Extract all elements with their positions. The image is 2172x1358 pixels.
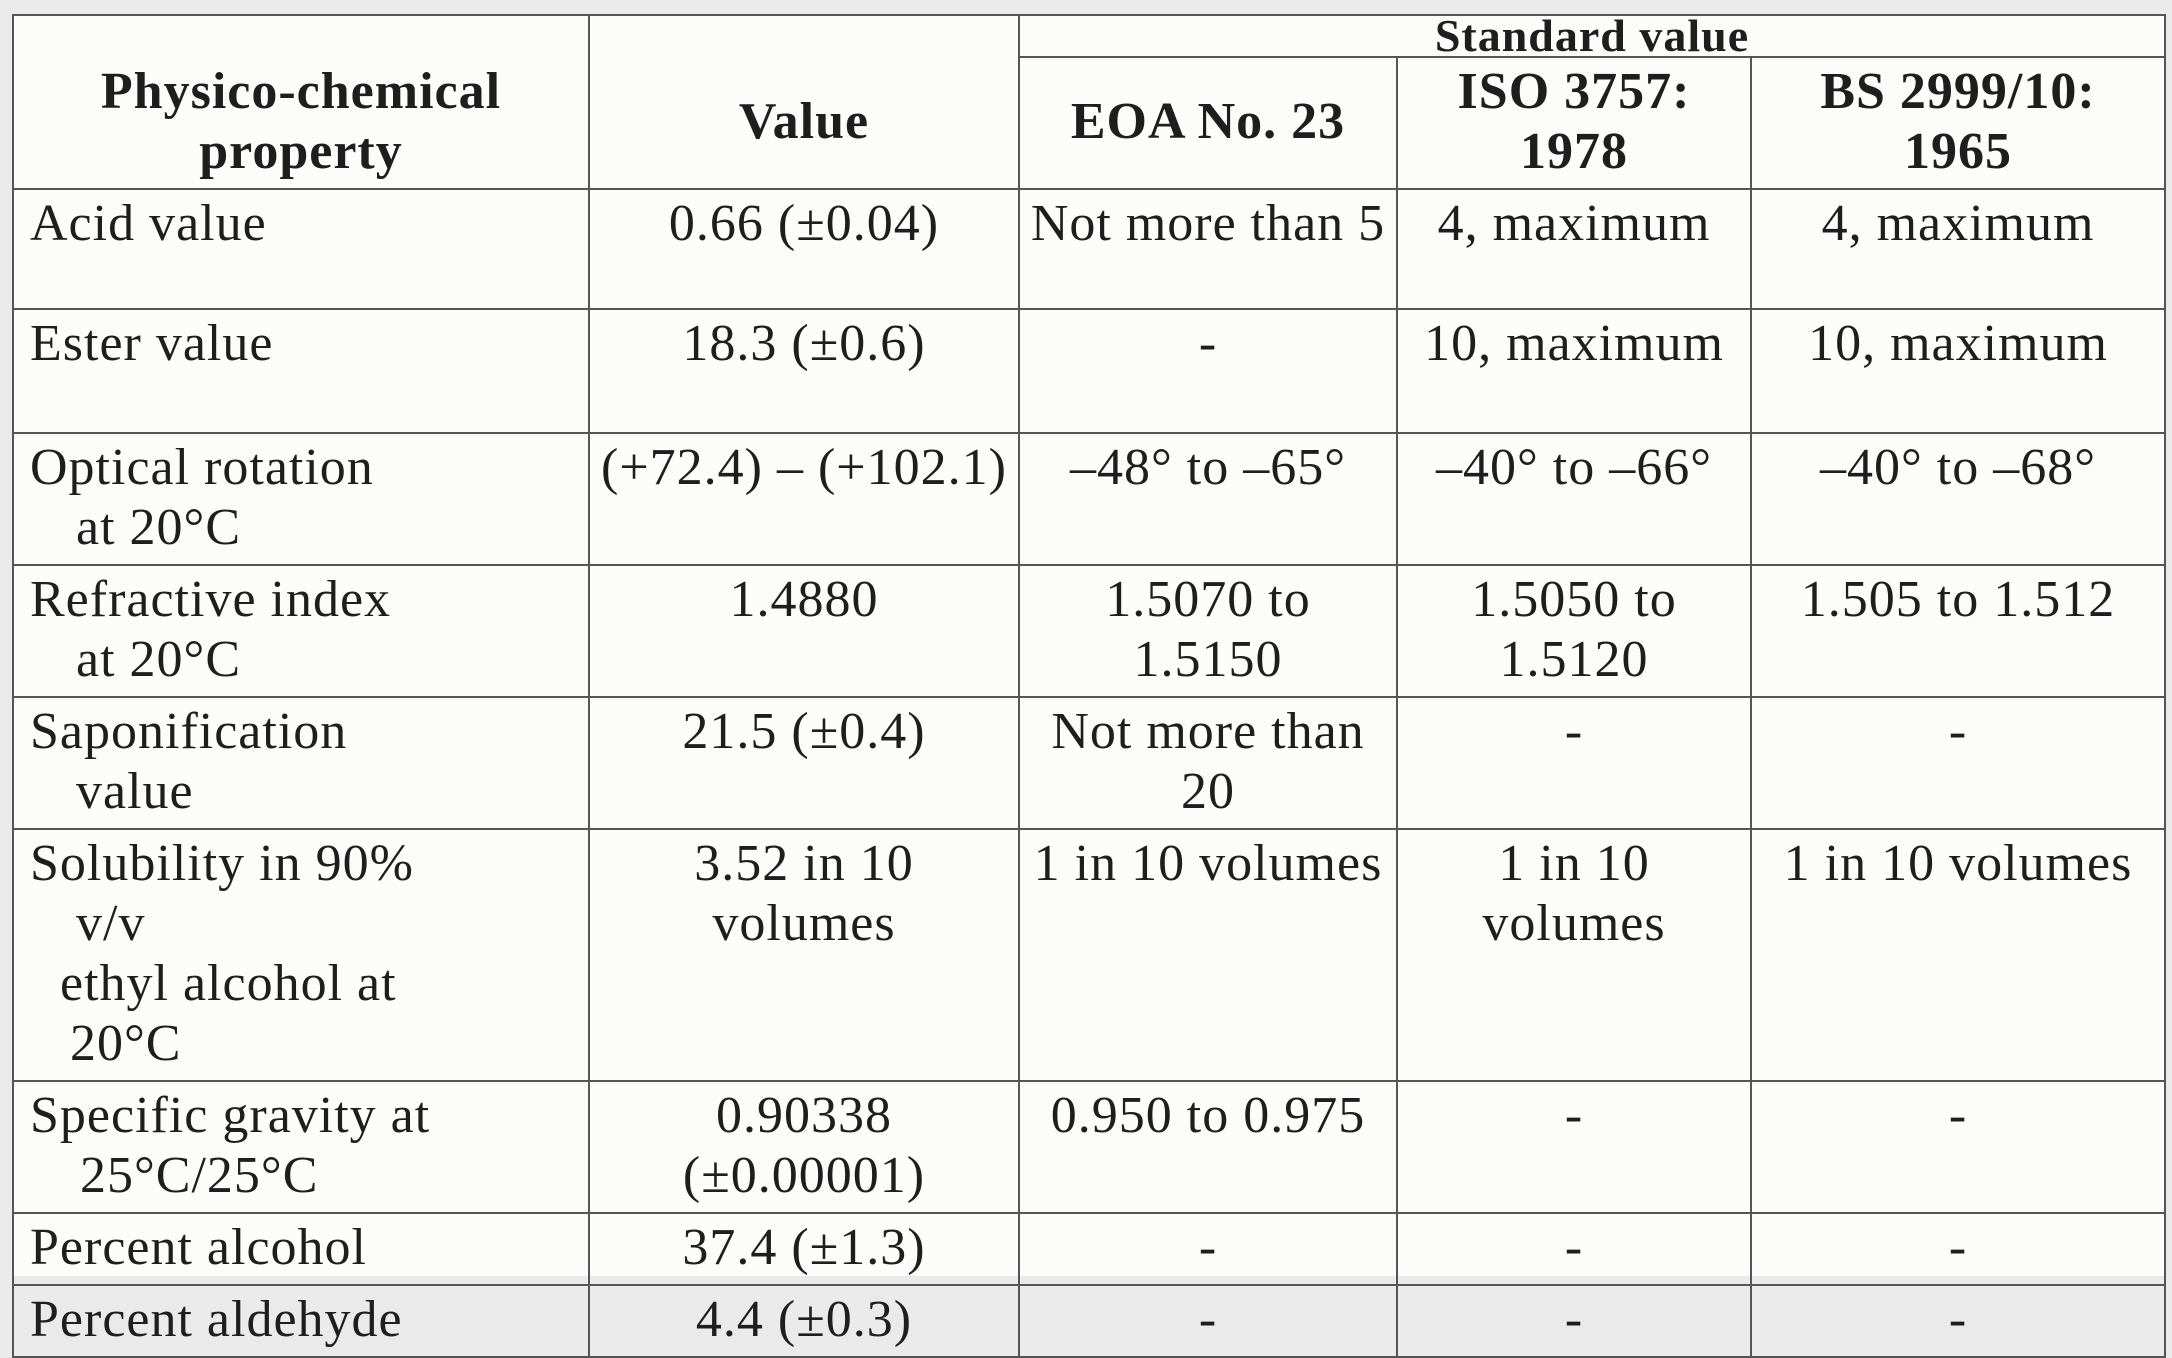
header-standard-value: Standard value: [1019, 15, 2165, 57]
table-row: [13, 697, 2165, 829]
eoa-cell: -: [1019, 1213, 1397, 1285]
header-property: Physico-chemical property: [13, 15, 589, 189]
property-cell: [13, 1081, 589, 1213]
eoa-cell: -: [1019, 1285, 1397, 1357]
value-cell: 1.4880: [589, 565, 1019, 697]
header-bs: BS 2999/10: 1965: [1751, 57, 2165, 189]
property-line: ethyl alcohol at: [60, 955, 397, 1012]
iso-cell: 1.5050 to 1.5120: [1397, 565, 1751, 697]
property-cell: [13, 565, 589, 697]
table-row: [13, 309, 2165, 433]
iso-cell: 4, maximum: [1397, 189, 1751, 309]
property-cell: [13, 309, 589, 433]
bs-cell: –40° to –68°: [1751, 433, 2165, 565]
value-cell: 0.90338 (±0.00001): [589, 1081, 1019, 1213]
eoa-cell: 1.5070 to 1.5150: [1019, 565, 1397, 697]
table-row: [13, 1081, 2165, 1213]
property-line: at 20°C: [76, 631, 242, 688]
property-line: Saponification: [30, 703, 348, 760]
eoa-cell: Not more than 5: [1019, 189, 1397, 309]
eoa-cell: -: [1019, 309, 1397, 433]
property-cell: [13, 433, 589, 565]
iso-cell: -: [1397, 697, 1751, 829]
header-eoa: EOA No. 23: [1019, 57, 1397, 189]
value-cell: (+72.4) – (+102.1): [589, 433, 1019, 565]
scanned-page: [12, 10, 2164, 1348]
iso-cell: -: [1397, 1081, 1751, 1213]
bs-cell: 1 in 10 volumes: [1751, 829, 2165, 1081]
property-line: Optical rotation: [30, 439, 374, 496]
eoa-cell: –48° to –65°: [1019, 433, 1397, 565]
header-value: Value: [589, 15, 1019, 189]
bs-cell: -: [1751, 697, 2165, 829]
property-cell: [13, 697, 589, 829]
property-line: Percent alcohol: [30, 1219, 367, 1276]
bs-cell: 4, maximum: [1751, 189, 2165, 309]
property-cell: [13, 829, 589, 1081]
property-line: Solubility in 90%: [30, 835, 414, 892]
value-cell: 37.4 (±1.3): [589, 1213, 1019, 1285]
table-row: [13, 189, 2165, 309]
property-line: v/v: [76, 895, 146, 952]
table-row: [13, 1213, 2165, 1285]
property-line: 25°C/25°C: [80, 1147, 319, 1204]
iso-cell: -: [1397, 1285, 1751, 1357]
physico-chemical-table: [12, 10, 2166, 1358]
bs-cell: -: [1751, 1213, 2165, 1285]
value-cell: 0.66 (±0.04): [589, 189, 1019, 309]
property-cell: [13, 1213, 589, 1285]
bs-cell: 10, maximum: [1751, 309, 2165, 433]
property-line: at 20°C: [76, 499, 242, 556]
property-line: Refractive index: [30, 571, 392, 628]
table-row: [13, 433, 2165, 565]
eoa-cell: 0.950 to 0.975: [1019, 1081, 1397, 1213]
iso-cell: -: [1397, 1213, 1751, 1285]
bs-cell: 1.505 to 1.512: [1751, 565, 2165, 697]
table-row: [13, 1285, 2165, 1357]
value-cell: 21.5 (±0.4): [589, 697, 1019, 829]
header-iso: ISO 3757: 1978: [1397, 57, 1751, 189]
eoa-cell: 1 in 10 volumes: [1019, 829, 1397, 1081]
value-cell: 18.3 (±0.6): [589, 309, 1019, 433]
property-cell: [13, 1285, 589, 1357]
value-cell: 4.4 (±0.3): [589, 1285, 1019, 1357]
iso-cell: –40° to –66°: [1397, 433, 1751, 565]
property-line: value: [76, 763, 194, 820]
property-line: Percent aldehyde: [30, 1291, 403, 1348]
eoa-cell: Not more than 20: [1019, 697, 1397, 829]
bs-cell: -: [1751, 1081, 2165, 1213]
property-line: Ester value: [30, 315, 274, 372]
property-line: Acid value: [30, 195, 267, 252]
table-row: [13, 829, 2165, 1081]
value-cell: 3.52 in 10 volumes: [589, 829, 1019, 1081]
property-cell: [13, 189, 589, 309]
iso-cell: 1 in 10 volumes: [1397, 829, 1751, 1081]
property-line: Specific gravity at: [30, 1087, 431, 1144]
bs-cell: -: [1751, 1285, 2165, 1357]
table-row: [13, 565, 2165, 697]
property-line: 20°C: [70, 1015, 182, 1072]
iso-cell: 10, maximum: [1397, 309, 1751, 433]
